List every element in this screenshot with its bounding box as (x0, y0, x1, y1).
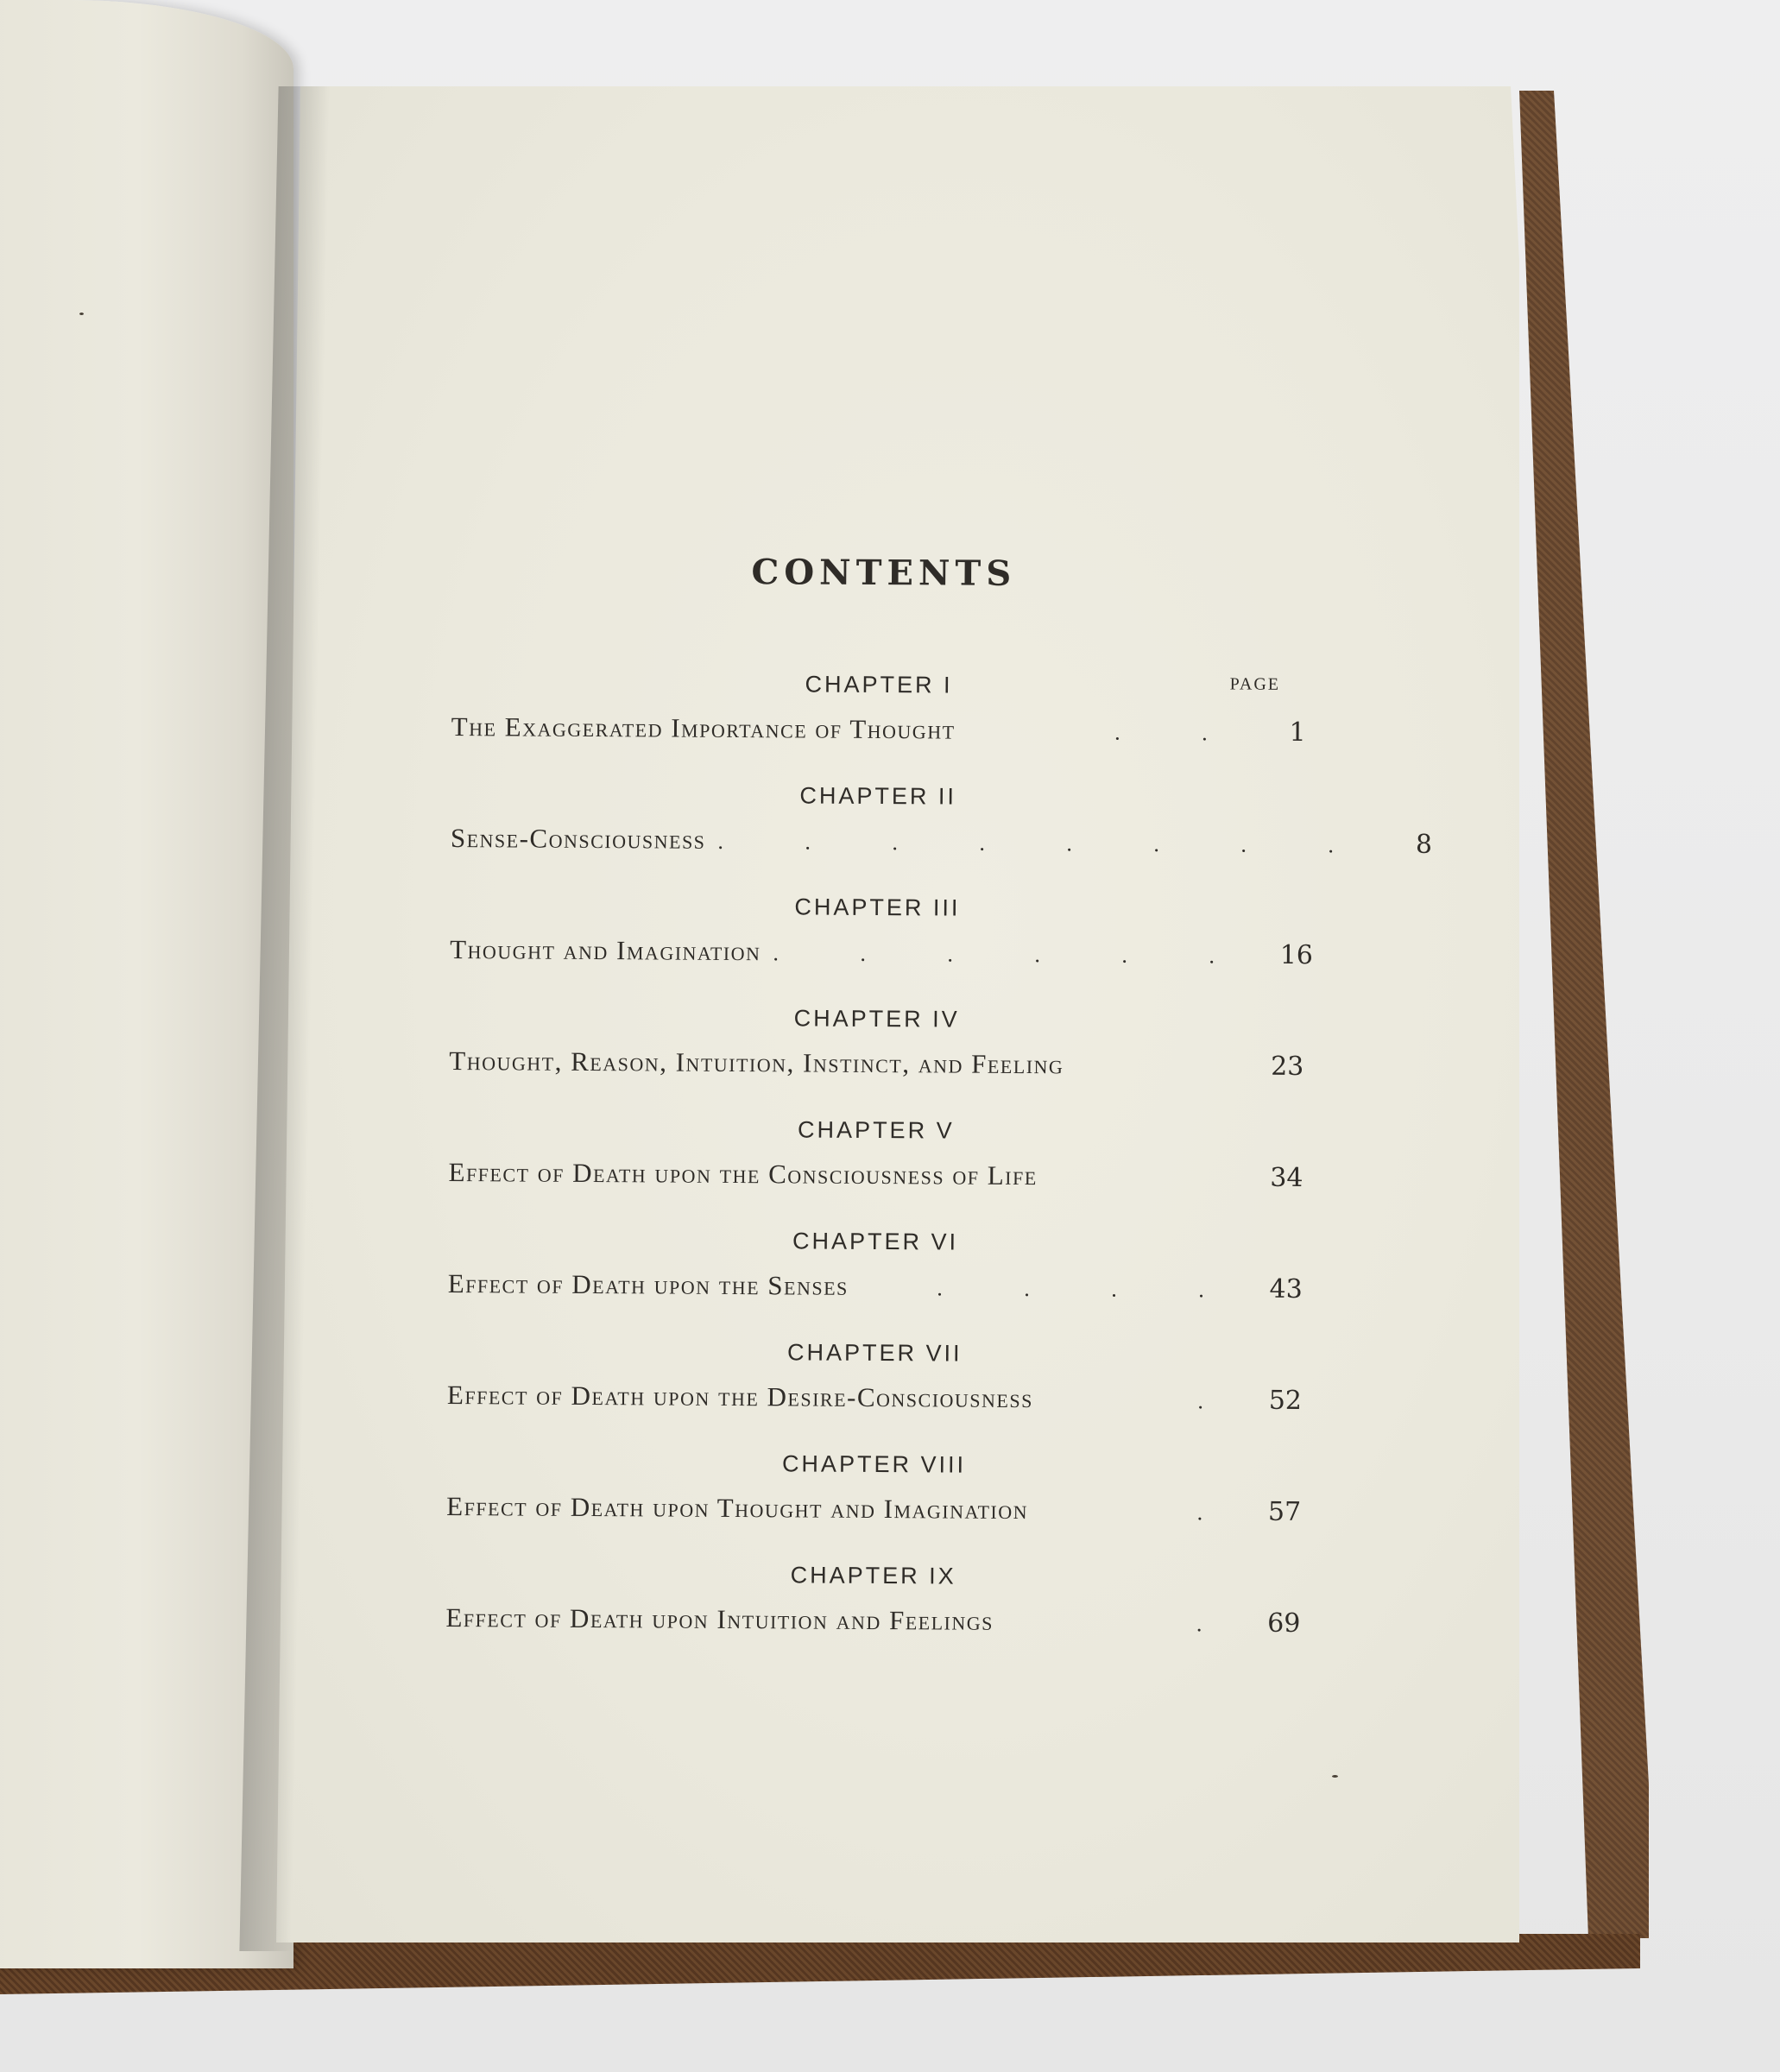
toc-entry (450, 889, 1314, 971)
chapter-title: Effect of Death upon the Consciousness of Life (448, 1156, 1038, 1191)
page-number: 1 (1289, 717, 1306, 749)
toc-entry-line (450, 822, 1433, 860)
page-speck (79, 313, 84, 315)
leader-dots: . (1196, 1500, 1241, 1526)
toc-entry (445, 1557, 1301, 1639)
page-speck (1332, 1775, 1338, 1778)
page-number: 8 (1415, 829, 1433, 860)
toc-entry (446, 1446, 1302, 1527)
page-title: CONTENTS (751, 552, 1017, 594)
chapter-heading: CHAPTER III (794, 894, 961, 921)
toc-entry-line (445, 1602, 1300, 1639)
page-number: 34 (1270, 1162, 1303, 1194)
toc-entry-line (447, 1380, 1302, 1416)
chapter-heading: CHAPTER II (799, 782, 957, 810)
leader-dots: . . . . . . (773, 940, 1253, 969)
page-column-label: PAGE (1229, 674, 1281, 694)
leader-dots: . . . . . . . . (717, 828, 1373, 858)
chapter-title: The Exaggerated Importance of Thought (451, 711, 956, 745)
table-of-contents (445, 550, 1433, 1674)
toc-entry (448, 1223, 1303, 1304)
chapter-title: Sense-Consciousness (450, 822, 706, 855)
toc-entry-line (451, 711, 1306, 748)
leader-dots: . . (1114, 719, 1246, 746)
chapter-heading: CHAPTER VIII (781, 1450, 967, 1478)
leader-dots: . (1196, 1611, 1240, 1637)
toc-list (445, 666, 1433, 1639)
page-number: 69 (1267, 1608, 1301, 1639)
toc-entry (451, 666, 1307, 748)
chapter-heading: CHAPTER VII (786, 1339, 963, 1367)
chapter-heading: CHAPTER IX (790, 1562, 956, 1589)
toc-entry-line (448, 1268, 1303, 1304)
page-number: 16 (1279, 939, 1314, 971)
chapter-title: Thought, Reason, Intuition, Instinct, and Feeling (449, 1045, 1064, 1080)
leader-dots (1038, 1184, 1255, 1186)
toc-entry-line (448, 1157, 1303, 1193)
toc-entry (449, 1001, 1304, 1082)
chapter-heading: CHAPTER IV (793, 1005, 960, 1033)
leader-dots: . . . . (937, 1275, 1242, 1303)
page-number: 43 (1269, 1273, 1303, 1305)
chapter-heading: CHAPTER V (798, 1116, 955, 1144)
toc-entry (450, 778, 1433, 860)
chapter-title: Effect of Death upon Intuition and Feelings (445, 1601, 994, 1636)
chapter-title: Thought and Imagination (450, 933, 761, 967)
toc-entry (447, 1335, 1303, 1416)
page-number: 57 (1267, 1496, 1302, 1528)
toc-entry-line (450, 933, 1314, 971)
toc-entry-line (449, 1045, 1303, 1082)
chapter-title: Effect of Death upon the Senses (447, 1267, 849, 1301)
chapter-title: Effect of Death upon Thought and Imagination (446, 1490, 1029, 1526)
chapter-title: Effect of Death upon the Desire-Consciousness (446, 1379, 1034, 1414)
chapter-heading: CHAPTER I (805, 671, 953, 698)
leader-dots (1064, 1073, 1255, 1074)
chapter-heading: CHAPTER VI (792, 1228, 959, 1255)
toc-entry (448, 1112, 1303, 1193)
page-number: 52 (1268, 1385, 1303, 1417)
toc-entry-line (446, 1491, 1301, 1527)
page-number: 23 (1271, 1051, 1304, 1083)
leader-dots: . (1197, 1388, 1242, 1414)
